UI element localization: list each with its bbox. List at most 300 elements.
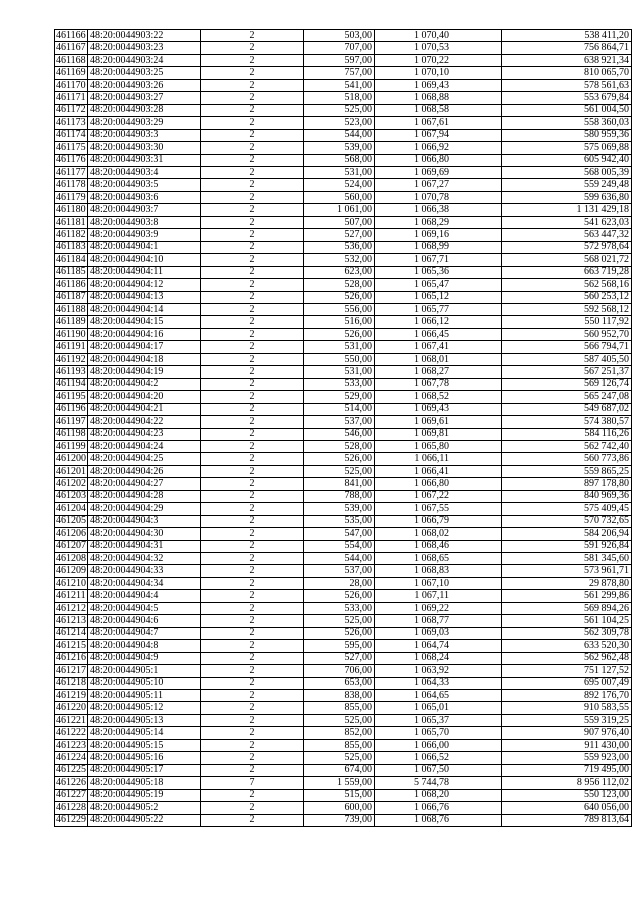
cadastral-number-cell: 48:20:0044903:29 [88,117,201,129]
cadastral-value-cell: 560 773,86 [502,453,632,465]
table-row [55,515,632,527]
row-number-cell: 461222 [56,727,86,739]
table-row [55,540,632,552]
cadastral-value-cell: 810 065,70 [502,67,632,79]
specific-value-cell: 1 065,70 [375,727,502,739]
area-cell: 523,00 [304,117,375,129]
cadastral-value-cell: 840 969,36 [502,490,632,502]
cadastral-value-cell: 572 978,64 [502,241,632,253]
table-row [55,478,632,490]
category-code-cell: 2 [201,802,304,814]
cadastral-value-cell: 640 056,00 [502,802,632,814]
table-row [55,166,632,178]
area-cell: 539,00 [304,142,375,154]
cadastral-value-cell: 575 409,45 [502,503,632,515]
cadastral-number-cell: 48:20:0044904:15 [88,316,201,328]
area-cell: 541,00 [304,79,375,91]
cadastral-number-cell: 48:20:0044905:14 [88,727,201,739]
specific-value-cell: 1 069,61 [375,416,502,428]
cadastral-number-cell: 48:20:0044903:28 [88,104,201,116]
row-number-cell: 461176 [56,154,86,166]
row-number-cell: 461187 [56,291,86,303]
cadastral-value-cell: 567 251,37 [502,366,632,378]
table-row [55,503,632,515]
cadastral-value-cell: 751 127,52 [502,665,632,677]
area-cell: 547,00 [304,528,375,540]
table-row [55,204,632,216]
cadastral-value-cell: 592 568,12 [502,303,632,315]
cadastral-value-cell: 560 952,70 [502,328,632,340]
cadastral-value-cell: 584 206,94 [502,528,632,540]
category-code-cell: 2 [201,391,304,403]
area-cell: 706,00 [304,665,375,677]
cadastral-number-cell: 48:20:0044903:31 [88,154,201,166]
land-plot-table [54,29,632,827]
cadastral-value-cell: 559 923,00 [502,752,632,764]
category-code-cell: 2 [201,204,304,216]
category-code-cell: 2 [201,528,304,540]
table-row [55,92,632,104]
row-number-cell: 461191 [56,341,86,353]
table-row [55,391,632,403]
cadastral-value-cell: 907 976,40 [502,727,632,739]
specific-value-cell: 1 068,76 [375,814,502,826]
category-code-cell: 2 [201,328,304,340]
table-row [55,191,632,203]
specific-value-cell: 1 065,37 [375,714,502,726]
row-number-cell: 461207 [56,540,86,552]
cadastral-number-cell: 48:20:0044905:19 [88,789,201,801]
specific-value-cell: 1 064,33 [375,677,502,689]
row-number-cell: 461219 [56,689,86,701]
row-number-cell: 461172 [56,104,86,116]
category-code-cell: 2 [201,739,304,751]
area-cell: 653,00 [304,677,375,689]
category-code-cell: 2 [201,490,304,502]
row-number-cell: 461177 [56,166,86,178]
cadastral-value-cell: 605 942,40 [502,154,632,166]
cadastral-number-cell: 48:20:0044904:17 [88,341,201,353]
table-row [55,30,632,42]
cadastral-value-cell: 541 623,03 [502,216,632,228]
category-code-cell: 2 [201,515,304,527]
row-number-cell: 461195 [56,390,86,402]
cadastral-value-cell: 599 636,80 [502,191,632,203]
specific-value-cell: 1 065,01 [375,702,502,714]
row-number-cell: 461209 [56,565,86,577]
table-row [55,403,632,415]
category-code-cell: 2 [201,465,304,477]
category-code-cell: 2 [201,503,304,515]
table-row [55,640,632,652]
table-row [55,528,632,540]
table-body [55,30,632,827]
area-cell: 597,00 [304,54,375,66]
cadastral-number-cell: 48:20:0044904:34 [88,577,201,589]
category-code-cell: 2 [201,54,304,66]
cadastral-value-cell: 563 447,32 [502,229,632,241]
area-cell: 526,00 [304,291,375,303]
cadastral-value-cell: 892 176,70 [502,690,632,702]
table-row [55,303,632,315]
cadastral-number-cell: 48:20:0044903:27 [88,92,201,104]
specific-value-cell: 1 068,65 [375,553,502,565]
area-cell: 527,00 [304,229,375,241]
row-number-cell: 461186 [56,278,86,290]
specific-value-cell: 1 066,12 [375,316,502,328]
row-number-cell: 461182 [56,228,86,240]
cadastral-number-cell: 48:20:0044903:25 [88,67,201,79]
specific-value-cell: 1 064,74 [375,640,502,652]
category-code-cell: 2 [201,789,304,801]
cadastral-number-cell: 48:20:0044905:10 [88,677,201,689]
cadastral-number-cell: 48:20:0044904:9 [88,652,201,664]
area-cell: 1 061,00 [304,204,375,216]
table-row [55,67,632,79]
cadastral-value-cell: 561 299,86 [502,590,632,602]
cadastral-number-cell: 48:20:0044903:22 [88,30,201,42]
cadastral-value-cell: 756 864,71 [502,42,632,54]
table-row [55,79,632,91]
area-cell: 546,00 [304,428,375,440]
specific-value-cell: 1 067,94 [375,129,502,141]
category-code-cell: 2 [201,764,304,776]
cadastral-number-cell: 48:20:0044904:1 [88,241,201,253]
cadastral-number-cell: 48:20:0044904:5 [88,602,201,614]
cadastral-value-cell: 569 126,74 [502,378,632,390]
category-code-cell: 2 [201,291,304,303]
table-row [55,465,632,477]
table-row [55,378,632,390]
specific-value-cell: 1 070,40 [375,30,502,42]
category-code-cell: 2 [201,702,304,714]
table-row [55,590,632,602]
cadastral-value-cell: 562 962,48 [502,652,632,664]
specific-value-cell: 1 066,52 [375,752,502,764]
area-cell: 537,00 [304,565,375,577]
specific-value-cell: 1 068,52 [375,391,502,403]
table-row [55,814,632,826]
cadastral-number-cell: 48:20:0044905:12 [88,702,201,714]
row-number-cell: 461173 [56,116,86,128]
cadastral-value-cell: 559 249,48 [502,179,632,191]
category-code-cell: 2 [201,440,304,452]
cadastral-value-cell: 568 021,72 [502,254,632,266]
area-cell: 739,00 [304,814,375,826]
specific-value-cell: 1 067,71 [375,254,502,266]
area-cell: 532,00 [304,254,375,266]
specific-value-cell: 1 068,27 [375,366,502,378]
category-code-cell: 2 [201,416,304,428]
area-cell: 535,00 [304,515,375,527]
row-number-cell: 461169 [56,67,86,79]
table-row [55,42,632,54]
row-number-cell: 461185 [56,266,86,278]
cadastral-number-cell: 48:20:0044904:12 [88,279,201,291]
table-row [55,627,632,639]
specific-value-cell: 1 065,36 [375,266,502,278]
row-number-cell: 461198 [56,428,86,440]
table-row [55,428,632,440]
area-cell: 528,00 [304,440,375,452]
table-row [55,154,632,166]
row-number-cell: 461197 [56,415,86,427]
category-code-cell: 2 [201,565,304,577]
row-number-cell: 461175 [56,141,86,153]
table-row [55,254,632,266]
area-cell: 525,00 [304,752,375,764]
category-code-cell: 2 [201,241,304,253]
cadastral-number-cell: 48:20:0044904:14 [88,303,201,315]
category-code-cell: 2 [201,366,304,378]
category-code-cell: 2 [201,590,304,602]
specific-value-cell: 1 068,20 [375,789,502,801]
row-number-cell: 461210 [56,577,86,589]
row-number-cell: 461217 [56,664,86,676]
row-number-cell: 461167 [56,42,86,54]
specific-value-cell: 1 066,80 [375,478,502,490]
cadastral-value-cell: 561 104,25 [502,615,632,627]
area-cell: 855,00 [304,739,375,751]
category-code-cell: 2 [201,714,304,726]
cadastral-value-cell: 584 116,26 [502,428,632,440]
cadastral-value-cell: 560 253,12 [502,291,632,303]
table-row [55,129,632,141]
category-code-cell: 2 [201,341,304,353]
cadastral-number-cell: 48:20:0044905:11 [88,690,201,702]
table-row [55,577,632,589]
table-row [55,764,632,776]
area-cell: 525,00 [304,714,375,726]
category-code-cell: 2 [201,453,304,465]
table-row [55,366,632,378]
row-number-cell: 461189 [56,316,86,328]
specific-value-cell: 1 064,65 [375,690,502,702]
table-row [55,117,632,129]
specific-value-cell: 5 744,78 [375,777,502,789]
table-row [55,802,632,814]
specific-value-cell: 1 065,80 [375,440,502,452]
table-row [55,216,632,228]
cadastral-number-cell: 48:20:0044904:18 [88,353,201,365]
area-cell: 503,00 [304,30,375,42]
row-number-cell: 461179 [56,191,86,203]
table-row [55,241,632,253]
cadastral-value-cell: 8 956 112,02 [502,777,632,789]
row-number-cell: 461206 [56,527,86,539]
cadastral-value-cell: 561 004,50 [502,104,632,116]
specific-value-cell: 1 067,22 [375,490,502,502]
row-number-cell: 461212 [56,602,86,614]
specific-value-cell: 1 066,80 [375,154,502,166]
row-number-cell: 461221 [56,714,86,726]
row-number-cell: 461226 [56,776,86,788]
cadastral-value-cell: 562 568,16 [502,279,632,291]
cadastral-value-cell: 550 123,00 [502,789,632,801]
cadastral-number-cell: 48:20:0044903:6 [88,191,201,203]
specific-value-cell: 1 068,01 [375,353,502,365]
row-number-cell: 461220 [56,702,86,714]
area-cell: 525,00 [304,615,375,627]
cadastral-number-cell: 48:20:0044904:6 [88,615,201,627]
category-code-cell: 2 [201,30,304,42]
cadastral-number-cell: 48:20:0044905:1 [88,665,201,677]
cadastral-value-cell: 559 865,25 [502,465,632,477]
cadastral-number-cell: 48:20:0044904:16 [88,328,201,340]
cadastral-value-cell: 587 405,50 [502,353,632,365]
specific-value-cell: 1 069,43 [375,79,502,91]
area-cell: 568,00 [304,154,375,166]
cadastral-number-cell: 48:20:0044904:29 [88,503,201,515]
specific-value-cell: 1 066,38 [375,204,502,216]
row-number-cell: 461211 [56,590,86,602]
area-cell: 514,00 [304,403,375,415]
cadastral-number-cell: 48:20:0044905:16 [88,752,201,764]
specific-value-cell: 1 069,03 [375,627,502,639]
row-number-cell: 461194 [56,378,86,390]
category-code-cell: 7 [201,777,304,789]
specific-value-cell: 1 068,29 [375,216,502,228]
specific-value-cell: 1 067,27 [375,179,502,191]
table-row [55,229,632,241]
cadastral-number-cell: 48:20:0044905:22 [88,814,201,826]
category-code-cell: 2 [201,142,304,154]
category-code-cell: 2 [201,378,304,390]
specific-value-cell: 1 068,88 [375,92,502,104]
category-code-cell: 2 [201,353,304,365]
row-number-cell: 461174 [56,129,86,141]
table-row [55,752,632,764]
row-number-cell: 461201 [56,465,86,477]
cadastral-value-cell: 580 959,36 [502,129,632,141]
cadastral-number-cell: 48:20:0044903:3 [88,129,201,141]
specific-value-cell: 1 070,22 [375,54,502,66]
cadastral-value-cell: 568 005,39 [502,166,632,178]
specific-value-cell: 1 068,99 [375,241,502,253]
category-code-cell: 2 [201,79,304,91]
category-code-cell: 2 [201,403,304,415]
table-row [55,341,632,353]
area-cell: 595,00 [304,640,375,652]
row-number-cell: 461213 [56,615,86,627]
cadastral-number-cell: 48:20:0044904:32 [88,553,201,565]
specific-value-cell: 1 065,12 [375,291,502,303]
row-number-cell: 461223 [56,739,86,751]
category-code-cell: 2 [201,627,304,639]
area-cell: 855,00 [304,702,375,714]
row-number-cell: 461171 [56,91,86,103]
table-row [55,690,632,702]
area-cell: 526,00 [304,328,375,340]
cadastral-number-cell: 48:20:0044903:23 [88,42,201,54]
specific-value-cell: 1 068,24 [375,652,502,664]
row-number-cell: 461196 [56,403,86,415]
row-number-cell: 461214 [56,627,86,639]
cadastral-number-cell: 48:20:0044904:26 [88,465,201,477]
row-number-cell: 461188 [56,303,86,315]
specific-value-cell: 1 067,41 [375,341,502,353]
row-number-cell: 461200 [56,453,86,465]
table-row [55,279,632,291]
table-row [55,714,632,726]
specific-value-cell: 1 069,69 [375,166,502,178]
cadastral-number-cell: 48:20:0044903:30 [88,142,201,154]
area-cell: 544,00 [304,129,375,141]
specific-value-cell: 1 066,00 [375,739,502,751]
cadastral-number-cell: 48:20:0044904:19 [88,366,201,378]
cadastral-number-cell: 48:20:0044904:31 [88,540,201,552]
cadastral-number-cell: 48:20:0044904:23 [88,428,201,440]
table-row [55,777,632,789]
specific-value-cell: 1 068,83 [375,565,502,577]
row-number-cell: 461208 [56,552,86,564]
area-cell: 707,00 [304,42,375,54]
table-row [55,416,632,428]
specific-value-cell: 1 067,11 [375,590,502,602]
area-cell: 525,00 [304,465,375,477]
category-code-cell: 2 [201,104,304,116]
area-cell: 531,00 [304,166,375,178]
area-cell: 757,00 [304,67,375,79]
cadastral-number-cell: 48:20:0044904:8 [88,640,201,652]
cadastral-number-cell: 48:20:0044904:3 [88,515,201,527]
area-cell: 674,00 [304,764,375,776]
table-row [55,440,632,452]
table-row [55,553,632,565]
specific-value-cell: 1 068,02 [375,528,502,540]
area-cell: 600,00 [304,802,375,814]
specific-value-cell: 1 068,46 [375,540,502,552]
area-cell: 788,00 [304,490,375,502]
cadastral-number-cell: 48:20:0044904:25 [88,453,201,465]
cadastral-value-cell: 578 561,63 [502,79,632,91]
area-cell: 525,00 [304,104,375,116]
row-number-cell: 461225 [56,764,86,776]
table-row [55,179,632,191]
area-cell: 556,00 [304,303,375,315]
category-code-cell: 2 [201,67,304,79]
table-row [55,316,632,328]
area-cell: 560,00 [304,191,375,203]
cadastral-number-cell: 48:20:0044903:9 [88,229,201,241]
cadastral-value-cell: 695 007,49 [502,677,632,689]
specific-value-cell: 1 066,41 [375,465,502,477]
cadastral-value-cell: 591 926,84 [502,540,632,552]
row-number-cell: 461190 [56,328,86,340]
category-code-cell: 2 [201,254,304,266]
category-code-cell: 2 [201,154,304,166]
table-row [55,602,632,614]
cadastral-number-cell: 48:20:0044904:22 [88,416,201,428]
area-cell: 507,00 [304,216,375,228]
cadastral-number-cell: 48:20:0044905:2 [88,802,201,814]
cadastral-value-cell: 897 178,80 [502,478,632,490]
category-code-cell: 2 [201,166,304,178]
row-number-cell: 461218 [56,677,86,689]
cadastral-number-cell: 48:20:0044903:24 [88,54,201,66]
category-code-cell: 2 [201,478,304,490]
row-number-cell: 461202 [56,478,86,490]
cadastral-value-cell: 719 495,00 [502,764,632,776]
cadastral-value-cell: 558 360,03 [502,117,632,129]
table-row [55,702,632,714]
area-cell: 531,00 [304,366,375,378]
category-code-cell: 2 [201,665,304,677]
cadastral-number-cell: 48:20:0044903:8 [88,216,201,228]
cadastral-value-cell: 663 719,28 [502,266,632,278]
category-code-cell: 2 [201,129,304,141]
area-cell: 518,00 [304,92,375,104]
